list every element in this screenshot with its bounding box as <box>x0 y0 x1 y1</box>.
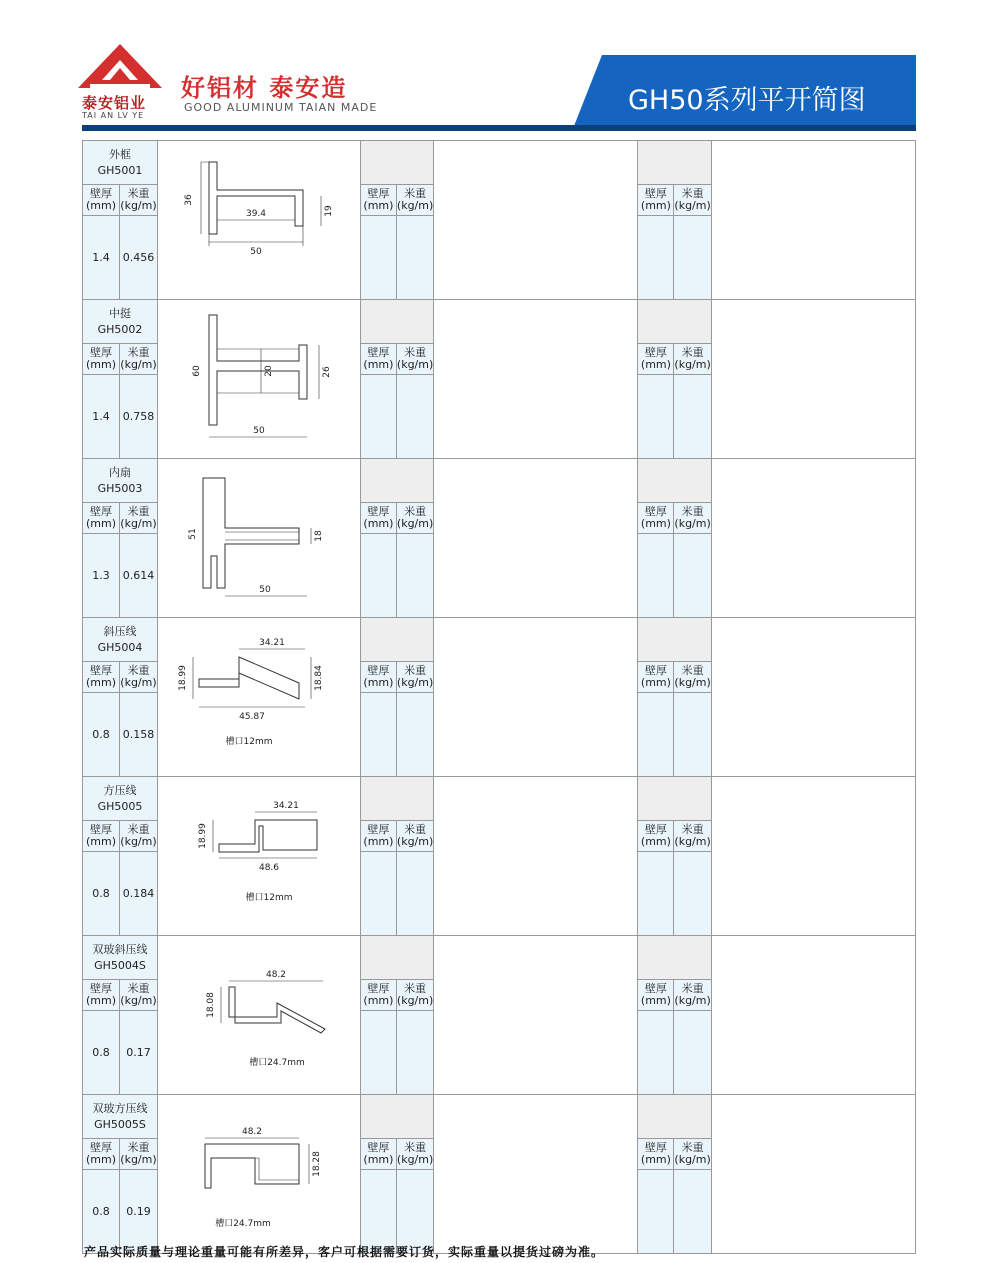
weight-header: 米重 (kg/m) <box>119 344 157 375</box>
weight-header: 米重 (kg/m) <box>119 821 157 852</box>
svg-text:18.99: 18.99 <box>177 665 188 691</box>
empty-name-cell <box>360 459 433 503</box>
profile-code: GH5004S <box>94 958 146 972</box>
thickness-header: 壁厚 (mm) <box>638 1139 674 1170</box>
thickness-value: 0.8 <box>83 852 120 936</box>
empty-value-cell <box>638 1170 674 1254</box>
empty-name-cell <box>360 936 433 980</box>
profile-drawing <box>159 786 359 926</box>
svg-text:36: 36 <box>183 194 194 206</box>
weight-header: 米重 (kg/m) <box>396 185 433 216</box>
empty-value-cell <box>360 1170 396 1254</box>
empty-value-cell <box>638 375 674 459</box>
thickness-header: 壁厚 (mm) <box>638 662 674 693</box>
empty-name-cell <box>638 459 711 503</box>
empty-value-cell <box>674 375 711 459</box>
profile-drawing <box>159 309 359 449</box>
weight-value: 0.614 <box>119 534 157 618</box>
profile-drawing-cell <box>157 618 360 777</box>
svg-text:34.21: 34.21 <box>273 801 299 811</box>
profile-drawing-cell <box>157 141 360 300</box>
empty-value-cell <box>396 216 433 300</box>
empty-name-cell <box>638 936 711 980</box>
empty-value-cell <box>396 1170 433 1254</box>
svg-text:39.4: 39.4 <box>245 209 266 219</box>
empty-value-cell <box>674 693 711 777</box>
empty-value-cell <box>396 534 433 618</box>
profile-drawing-cell <box>157 459 360 618</box>
thickness-header: 壁厚 (mm) <box>360 980 396 1011</box>
thickness-header: 壁厚 (mm) <box>360 503 396 534</box>
empty-name-cell <box>360 777 433 821</box>
svg-text:45.87: 45.87 <box>239 712 265 722</box>
thickness-header: 壁厚 (mm) <box>638 185 674 216</box>
svg-text:48.2: 48.2 <box>265 970 286 980</box>
empty-value-cell <box>396 852 433 936</box>
profile-code: GH5003 <box>97 481 143 495</box>
profile-code: GH5001 <box>97 163 143 177</box>
svg-text:34.21: 34.21 <box>259 638 285 648</box>
svg-text:18.99: 18.99 <box>197 823 208 849</box>
profile-code: GH5005 <box>97 799 143 813</box>
svg-text:槽口24.7mm: 槽口24.7mm <box>215 1219 271 1229</box>
page-title: GH50系列平开简图 <box>628 85 866 116</box>
profile-code: GH5005S <box>94 1117 146 1131</box>
weight-header: 米重 (kg/m) <box>396 1139 433 1170</box>
empty-name-cell <box>638 141 711 185</box>
svg-text:60: 60 <box>191 365 202 377</box>
brand-name-en: TAI AN LV YE <box>82 111 145 120</box>
svg-text:18.84: 18.84 <box>313 665 324 691</box>
profile-name: 中挺 <box>108 306 131 320</box>
empty-value-cell <box>396 693 433 777</box>
thickness-value: 0.8 <box>83 1170 120 1254</box>
svg-text:50: 50 <box>259 585 271 595</box>
empty-value-cell <box>674 1011 711 1095</box>
thickness-header: 壁厚 (mm) <box>638 821 674 852</box>
thickness-header: 壁厚 (mm) <box>360 185 396 216</box>
empty-drawing-cell <box>711 777 915 936</box>
brand-name: 泰安铝业 <box>82 94 147 112</box>
weight-header: 米重 (kg/m) <box>674 185 711 216</box>
empty-drawing-cell <box>711 300 915 459</box>
weight-header: 米重 (kg/m) <box>674 980 711 1011</box>
profile-drawing-cell <box>157 1095 360 1254</box>
thickness-header: 壁厚 (mm) <box>83 344 120 375</box>
slogan-en: GOOD ALUMINUM TAIAN MADE <box>184 101 378 114</box>
empty-drawing-cell <box>711 141 915 300</box>
weight-value: 0.158 <box>119 693 157 777</box>
thickness-header: 壁厚 (mm) <box>360 344 396 375</box>
empty-drawing-cell <box>434 936 638 1095</box>
svg-text:48.2: 48.2 <box>241 1127 262 1137</box>
profile-code: GH5002 <box>97 322 143 336</box>
empty-drawing-cell <box>434 300 638 459</box>
empty-name-cell <box>360 1095 433 1139</box>
profile-name-cell <box>83 936 158 980</box>
empty-name-cell <box>638 300 711 344</box>
empty-value-cell <box>360 375 396 459</box>
profile-name-cell <box>83 459 158 503</box>
thickness-header: 壁厚 (mm) <box>638 980 674 1011</box>
svg-text:槽口24.7mm: 槽口24.7mm <box>249 1058 305 1068</box>
weight-header: 米重 (kg/m) <box>119 1139 157 1170</box>
profile-name: 双玻方压线 <box>92 1101 148 1115</box>
empty-drawing-cell <box>711 618 915 777</box>
weight-header: 米重 (kg/m) <box>674 662 711 693</box>
profile-name: 斜压线 <box>103 624 137 638</box>
empty-drawing-cell <box>711 1095 915 1254</box>
profile-drawing <box>159 1104 359 1244</box>
empty-name-cell <box>360 300 433 344</box>
empty-drawing-cell <box>434 141 638 300</box>
company-logo-icon <box>78 44 162 92</box>
thickness-header: 壁厚 (mm) <box>638 344 674 375</box>
thickness-header: 壁厚 (mm) <box>83 185 120 216</box>
empty-value-cell <box>396 375 433 459</box>
weight-header: 米重 (kg/m) <box>674 344 711 375</box>
thickness-value: 0.8 <box>83 693 120 777</box>
empty-value-cell <box>638 693 674 777</box>
profile-drawing <box>159 627 359 767</box>
profile-rows <box>83 141 916 1254</box>
weight-header: 米重 (kg/m) <box>119 662 157 693</box>
profile-drawing-cell <box>157 936 360 1095</box>
thickness-header: 壁厚 (mm) <box>83 821 120 852</box>
empty-value-cell <box>638 534 674 618</box>
slogan: 好铝材 泰安造 <box>181 74 348 102</box>
empty-name-cell <box>638 1095 711 1139</box>
page-header <box>0 0 1000 140</box>
profile-name-cell <box>83 618 158 662</box>
weight-header: 米重 (kg/m) <box>396 662 433 693</box>
empty-drawing-cell <box>711 459 915 618</box>
profile-name-cell <box>83 300 158 344</box>
profile-name: 双玻斜压线 <box>92 942 148 956</box>
svg-text:18: 18 <box>313 530 324 542</box>
empty-name-cell <box>638 618 711 662</box>
empty-drawing-cell <box>434 618 638 777</box>
thickness-value: 1.4 <box>83 216 120 300</box>
thickness-header: 壁厚 (mm) <box>83 1139 120 1170</box>
svg-text:20: 20 <box>263 365 274 377</box>
empty-value-cell <box>674 216 711 300</box>
empty-name-cell <box>360 141 433 185</box>
thickness-header: 壁厚 (mm) <box>83 503 120 534</box>
empty-value-cell <box>638 216 674 300</box>
weight-value: 0.19 <box>119 1170 157 1254</box>
profile-drawing-cell <box>157 300 360 459</box>
svg-text:50: 50 <box>253 426 265 436</box>
profile-name: 内扇 <box>108 465 131 479</box>
empty-value-cell <box>360 216 396 300</box>
empty-drawing-cell <box>434 459 638 618</box>
empty-value-cell <box>638 852 674 936</box>
empty-name-cell <box>360 618 433 662</box>
empty-value-cell <box>396 1011 433 1095</box>
thickness-value: 1.4 <box>83 375 120 459</box>
empty-value-cell <box>360 534 396 618</box>
weight-value: 0.17 <box>119 1011 157 1095</box>
weight-header: 米重 (kg/m) <box>396 503 433 534</box>
svg-text:18.28: 18.28 <box>311 1151 322 1177</box>
empty-value-cell <box>674 852 711 936</box>
svg-text:槽口12mm: 槽口12mm <box>225 737 273 747</box>
svg-text:18.08: 18.08 <box>205 992 216 1018</box>
weight-header: 米重 (kg/m) <box>396 344 433 375</box>
svg-text:19: 19 <box>323 205 334 217</box>
weight-value: 0.758 <box>119 375 157 459</box>
weight-header: 米重 (kg/m) <box>396 980 433 1011</box>
svg-text:48.6: 48.6 <box>258 863 279 873</box>
profile-name: 方压线 <box>103 783 137 797</box>
profile-name-cell <box>83 777 158 821</box>
thickness-header: 壁厚 (mm) <box>360 1139 396 1170</box>
svg-text:50: 50 <box>250 247 262 257</box>
svg-text:51: 51 <box>187 528 198 540</box>
profile-name: 外框 <box>108 147 131 161</box>
thickness-header: 壁厚 (mm) <box>638 503 674 534</box>
empty-value-cell <box>674 1170 711 1254</box>
svg-text:槽口12mm: 槽口12mm <box>245 893 293 903</box>
weight-header: 米重 (kg/m) <box>674 503 711 534</box>
thickness-value: 1.3 <box>83 534 120 618</box>
weight-header: 米重 (kg/m) <box>674 1139 711 1170</box>
empty-value-cell <box>360 693 396 777</box>
weight-header: 米重 (kg/m) <box>119 503 157 534</box>
profile-drawing <box>159 945 359 1085</box>
weight-value: 0.456 <box>119 216 157 300</box>
empty-value-cell <box>360 1011 396 1095</box>
footer-note: 产品实际质量与理论重量可能有所差异，客户可根据需要订货，实际重量以提货过磅为准。 <box>84 1245 605 1259</box>
empty-name-cell <box>638 777 711 821</box>
profile-name-cell <box>83 141 158 185</box>
profile-name-cell <box>83 1095 158 1139</box>
profile-code: GH5004 <box>97 640 143 654</box>
empty-drawing-cell <box>434 777 638 936</box>
empty-value-cell <box>360 852 396 936</box>
empty-value-cell <box>638 1011 674 1095</box>
thickness-header: 壁厚 (mm) <box>360 662 396 693</box>
profile-table <box>82 140 916 1254</box>
thickness-header: 壁厚 (mm) <box>83 980 120 1011</box>
weight-header: 米重 (kg/m) <box>119 185 157 216</box>
svg-text:26: 26 <box>321 366 332 378</box>
profile-drawing <box>159 150 359 290</box>
thickness-value: 0.8 <box>83 1011 120 1095</box>
empty-drawing-cell <box>711 936 915 1095</box>
profile-drawing-cell <box>157 777 360 936</box>
weight-header: 米重 (kg/m) <box>396 821 433 852</box>
thickness-header: 壁厚 (mm) <box>360 821 396 852</box>
empty-value-cell <box>674 534 711 618</box>
empty-drawing-cell <box>434 1095 638 1254</box>
weight-value: 0.184 <box>119 852 157 936</box>
thickness-header: 壁厚 (mm) <box>83 662 120 693</box>
weight-header: 米重 (kg/m) <box>119 980 157 1011</box>
profile-drawing <box>159 468 359 608</box>
weight-header: 米重 (kg/m) <box>674 821 711 852</box>
